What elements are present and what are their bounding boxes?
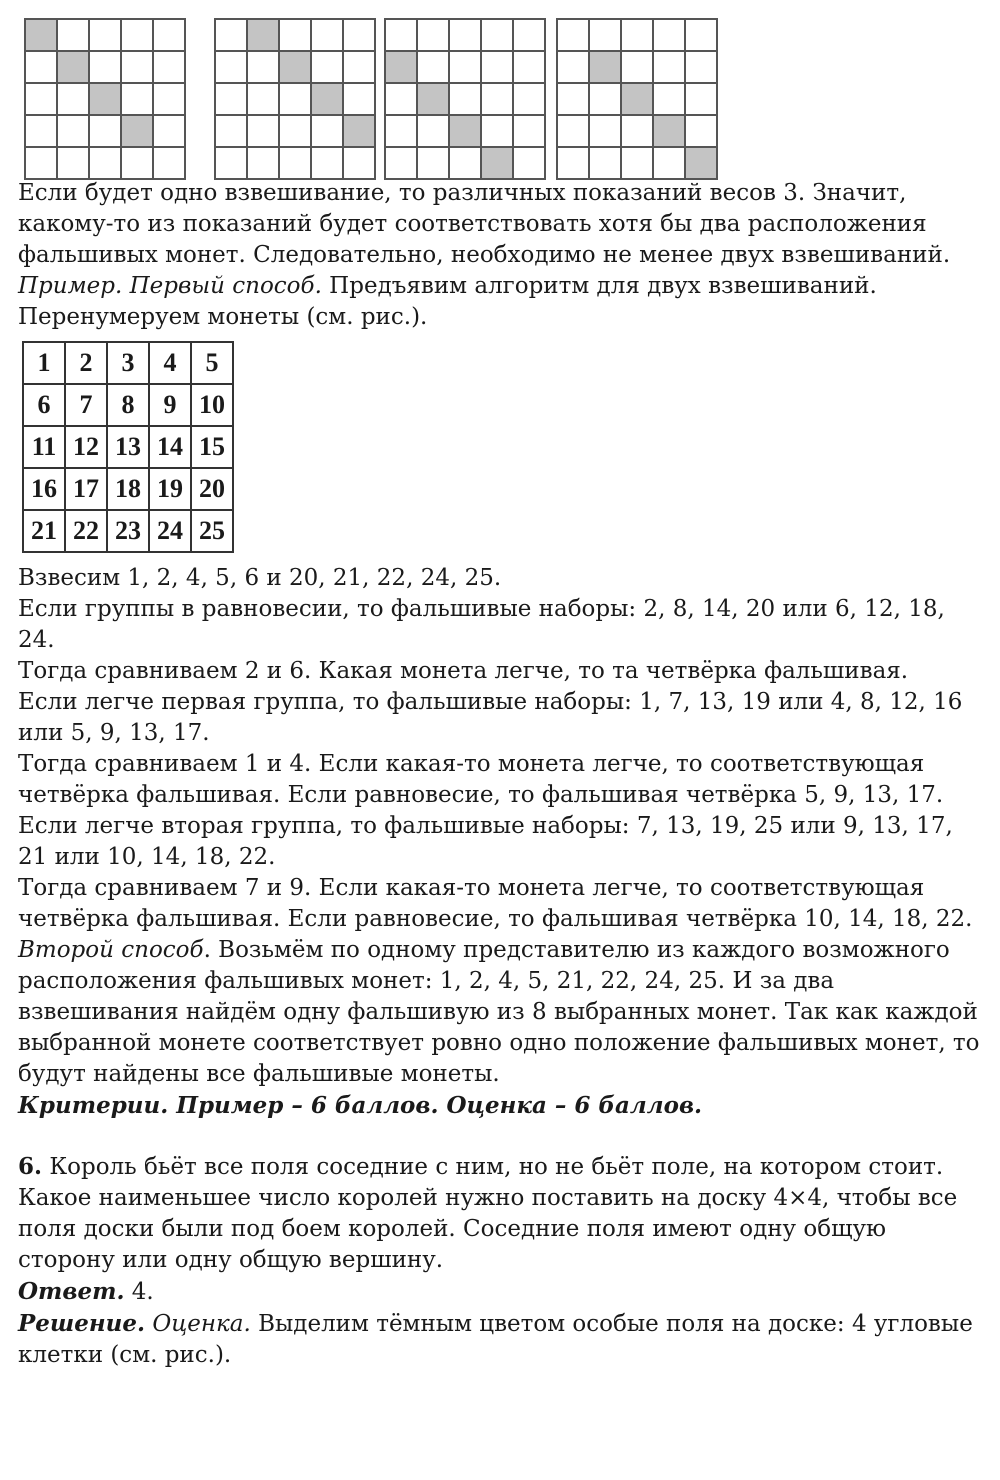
- coin-number-cell: 18: [107, 468, 149, 510]
- grid-cell: [280, 116, 310, 146]
- grid-cell: [154, 148, 184, 178]
- paragraph-compare-7-9: Тогда сравниваем 7 и 9. Если какая-то монета легче, то соответствующая четвёрка фальшивая. Если равновесие, то фальшивая четвёрка 10, 14, 18, 22.: [18, 875, 973, 932]
- coin-number-cell: 3: [107, 342, 149, 384]
- shaded-cell: [386, 52, 416, 82]
- grid-cell: [312, 116, 342, 146]
- coin-number-cell: 4: [149, 342, 191, 384]
- grid-cell: [558, 116, 588, 146]
- shaded-cell: [248, 20, 278, 50]
- problem-6: [18, 1151, 980, 1276]
- grid-cell: [216, 116, 246, 146]
- grid-cell: [216, 52, 246, 82]
- shaded-cell: [122, 116, 152, 146]
- grid-cell: [482, 84, 512, 114]
- shaded-cell: [482, 148, 512, 178]
- grid-cell: [344, 84, 374, 114]
- shaded-cell: [280, 52, 310, 82]
- grid-cell: [654, 52, 684, 82]
- shaded-cell: [418, 84, 448, 114]
- grid-cell: [90, 52, 120, 82]
- grid-cell: [216, 20, 246, 50]
- grid-cell: [248, 52, 278, 82]
- grid-cell: [216, 84, 246, 114]
- grid-cell: [58, 84, 88, 114]
- answer-value: 4.: [124, 1279, 154, 1305]
- grid-row: [23, 426, 233, 468]
- numbered-coin-grid: [22, 341, 234, 553]
- grid-cell: [280, 20, 310, 50]
- grid-figure-3: [384, 18, 546, 180]
- grid-cell: [558, 52, 588, 82]
- grid-cell: [450, 20, 480, 50]
- grid-cell: [344, 52, 374, 82]
- grid-cell: [558, 148, 588, 178]
- grid-figure-1: [24, 18, 186, 180]
- grid-cell: [386, 116, 416, 146]
- grid-cell: [418, 148, 448, 178]
- coin-number-cell: 6: [23, 384, 65, 426]
- grid-cell: [514, 148, 544, 178]
- grid-cell: [590, 148, 620, 178]
- grid-cell: [154, 20, 184, 50]
- grid-cell: [622, 116, 652, 146]
- grid-cell: [450, 148, 480, 178]
- grid-cell: [90, 116, 120, 146]
- grid-cell: [622, 148, 652, 178]
- solution-text: Выделим тёмным цветом особые поля на доске: 4 угловые клетки (см. рис.).: [18, 1311, 973, 1368]
- grid-cell: [590, 116, 620, 146]
- coin-number-cell: 13: [107, 426, 149, 468]
- coin-number-cell: 1: [23, 342, 65, 384]
- shaded-cell: [450, 116, 480, 146]
- answer-line: [18, 1276, 980, 1308]
- paragraph-equilibrium: Если группы в равновесии, то фальшивые наборы: 2, 8, 14, 20 или 6, 12, 18, 24.: [18, 596, 945, 653]
- shaded-cell: [344, 116, 374, 146]
- shaded-cell: [312, 84, 342, 114]
- solution-label: Решение.: [18, 1310, 146, 1337]
- paragraph-weigh: Взвесим 1, 2, 4, 5, 6 и 20, 21, 22, 24, 25.: [18, 565, 502, 591]
- coin-number-cell: 23: [107, 510, 149, 552]
- grid-figure-4: [556, 18, 718, 180]
- coin-number-cell: 7: [65, 384, 107, 426]
- grid-cell: [482, 52, 512, 82]
- grid-row: [23, 510, 233, 552]
- grid-figure-2: [214, 18, 376, 180]
- example-label: Пример. Первый способ.: [18, 273, 322, 299]
- coin-number-cell: 20: [191, 468, 233, 510]
- grid-cell: [622, 52, 652, 82]
- grid-cell: [248, 116, 278, 146]
- coin-number-cell: 14: [149, 426, 191, 468]
- paragraph-first-lighter: Если легче первая группа, то фальшивые наборы: 1, 7, 13, 19 или 4, 8, 12, 16 или 5, 9, 13, 17.: [18, 689, 963, 746]
- grid-cell: [418, 20, 448, 50]
- grid-cell: [450, 52, 480, 82]
- grid-cell: [122, 84, 152, 114]
- grid-cell: [312, 20, 342, 50]
- paragraph-compare-2-6: Тогда сравниваем 2 и 6. Какая монета легче, то та четвёрка фальшивая.: [18, 658, 909, 684]
- grid-cell: [216, 148, 246, 178]
- grid-cell: [26, 52, 56, 82]
- grid-cell: [450, 84, 480, 114]
- grid-cell: [686, 84, 716, 114]
- grid-cell: [654, 148, 684, 178]
- second-method-label: Второй способ: [18, 937, 204, 963]
- paragraph-second-method: [18, 935, 980, 1090]
- grid-cell: [686, 116, 716, 146]
- grid-cell: [418, 52, 448, 82]
- example-text: Предъявим алгоритм для двух взвешиваний. Перенумеруем монеты (см. рис.).: [18, 273, 877, 330]
- coin-number-cell: 24: [149, 510, 191, 552]
- coin-number-cell: 9: [149, 384, 191, 426]
- coin-number-cell: 10: [191, 384, 233, 426]
- coin-number-cell: 16: [23, 468, 65, 510]
- grid-cell: [122, 52, 152, 82]
- shaded-cell: [622, 84, 652, 114]
- coin-number-cell: 12: [65, 426, 107, 468]
- grid-cell: [514, 52, 544, 82]
- grid-cell: [122, 148, 152, 178]
- coin-number-cell: 19: [149, 468, 191, 510]
- grid-cell: [154, 52, 184, 82]
- coin-number-cell: 8: [107, 384, 149, 426]
- grid-cell: [386, 20, 416, 50]
- grid-cell: [686, 20, 716, 50]
- problem-number: 6.: [18, 1153, 43, 1180]
- grid-cell: [654, 20, 684, 50]
- paragraph-compare-1-4: Тогда сравниваем 1 и 4. Если какая-то монета легче, то соответствующая четвёрка фальшивая. Если равновесие, то фальшивая четвёрка 5, 9, 13, 17.: [18, 751, 944, 808]
- grid-cell: [58, 20, 88, 50]
- grid-cell: [514, 116, 544, 146]
- grid-cell: [622, 20, 652, 50]
- grid-cell: [418, 116, 448, 146]
- shaded-cell: [590, 52, 620, 82]
- document-page: [18, 0, 980, 1371]
- paragraph-example-first-method: [18, 271, 980, 333]
- grid-cell: [558, 84, 588, 114]
- grid-cell: [514, 84, 544, 114]
- shaded-cell: [58, 52, 88, 82]
- grid-cell: [590, 20, 620, 50]
- shaded-grids-figure: [18, 0, 980, 178]
- grid-cell: [248, 84, 278, 114]
- grid-cell: [58, 148, 88, 178]
- grid-cell: [280, 148, 310, 178]
- solution-line: [18, 1308, 980, 1371]
- grid-cell: [154, 116, 184, 146]
- paragraph-one-weighing: Если будет одно взвешивание, то различных показаний весов 3. Значит, какому-то из показаний будет соответствовать хотя бы два расположения фальшивых монет. Следовательно, необходимо не менее двух взвешиваний.: [18, 180, 951, 268]
- solution-estimate: Оценка.: [145, 1311, 251, 1337]
- grid-cell: [312, 148, 342, 178]
- grid-cell: [312, 52, 342, 82]
- coin-number-cell: 21: [23, 510, 65, 552]
- grid-cell: [482, 20, 512, 50]
- grid-cell: [280, 84, 310, 114]
- grid-cell: [514, 20, 544, 50]
- grid-cell: [344, 20, 374, 50]
- shaded-cell: [654, 116, 684, 146]
- second-method-text: . Возьмём по одному представителю из каждого возможного расположения фальшивых монет: 1, 2, 4, 5, 21, 22, 24, 25. И за два взвешивания найдём одну фальшивую из 8 выбранных монет. Так как каждой выбранной монете соответствует ровно одно положение фальшивых монет, то будут найдены все фальшивые монеты.: [18, 937, 980, 1087]
- shaded-cell: [26, 20, 56, 50]
- shaded-cell: [90, 84, 120, 114]
- grid-cell: [26, 148, 56, 178]
- coin-number-cell: 22: [65, 510, 107, 552]
- grid-cell: [558, 20, 588, 50]
- grid-row: [23, 384, 233, 426]
- grid-cell: [654, 84, 684, 114]
- grid-cell: [590, 84, 620, 114]
- coin-number-cell: 25: [191, 510, 233, 552]
- grid-cell: [26, 84, 56, 114]
- paragraph-second-lighter: Если легче вторая группа, то фальшивые наборы: 7, 13, 19, 25 или 9, 13, 17, 21 или 10, 14, 18, 22.: [18, 813, 953, 870]
- problem-text: Король бьёт все поля соседние с ним, но не бьёт поле, на котором стоит. Какое наименьшее число королей нужно поставить на доску 4×4, чтобы все поля доски были под боем королей. Соседние поля имеют одну общую сторону или одну общую вершину.: [18, 1154, 958, 1273]
- coin-number-cell: 17: [65, 468, 107, 510]
- coin-number-cell: 15: [191, 426, 233, 468]
- coin-number-cell: 11: [23, 426, 65, 468]
- grid-row: [23, 468, 233, 510]
- grid-cell: [386, 84, 416, 114]
- grid-row: [23, 342, 233, 384]
- shaded-cell: [686, 148, 716, 178]
- spacer: [18, 1121, 980, 1151]
- criteria-line: Критерии. Пример – 6 баллов. Оценка – 6 баллов.: [18, 1092, 703, 1119]
- grid-cell: [58, 116, 88, 146]
- grid-cell: [90, 148, 120, 178]
- grid-cell: [344, 148, 374, 178]
- grid-cell: [154, 84, 184, 114]
- coin-number-cell: 5: [191, 342, 233, 384]
- grid-cell: [248, 148, 278, 178]
- grid-cell: [386, 148, 416, 178]
- answer-label: Ответ.: [18, 1278, 125, 1305]
- grid-cell: [686, 52, 716, 82]
- grid-cell: [122, 20, 152, 50]
- grid-cell: [26, 116, 56, 146]
- coin-number-cell: 2: [65, 342, 107, 384]
- grid-cell: [90, 20, 120, 50]
- grid-cell: [482, 116, 512, 146]
